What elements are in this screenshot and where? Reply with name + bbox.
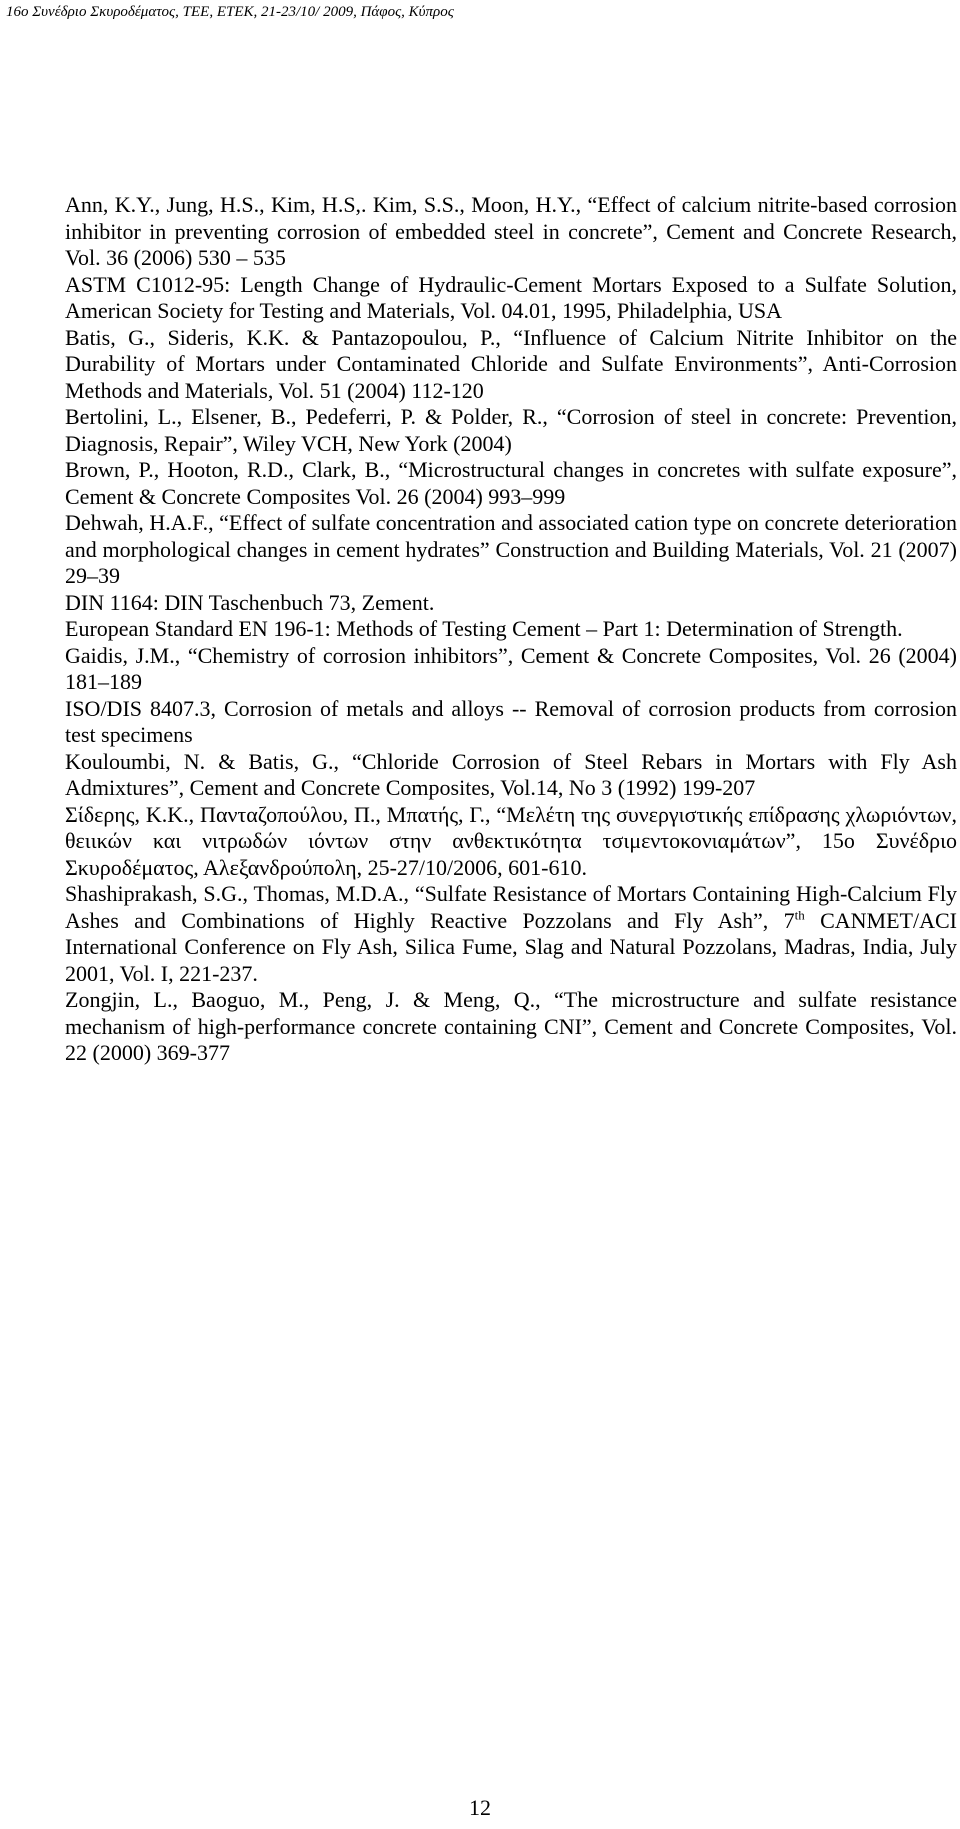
reference-shashiprakash-part1: Shashiprakash, S.G., Thomas, M.D.A., “Sulfate Resistance of Mortars Containing High-Calcium Fly Ashes and Combinations of Highly Reactive Pozzolans and Fly Ash”, 7: [65, 881, 957, 933]
reference-zongjin: Zongjin, L., Baoguo, M., Peng, J. & Meng, Q., “The microstructure and sulfate resistance mechanism of high-performance concrete containing CNI”, Cement and Concrete Composites, Vol. 22 (2000) 369-377: [65, 987, 957, 1065]
reference-ann: Ann, K.Y., Jung, H.S., Kim, H.S,. Kim, S.S., Moon, H.Y., “Effect of calcium nitrite-based corrosion inhibitor in preventing corrosion of embedded steel in concrete”, Cement and Concrete Research, Vol. 36 (2006) 530 – 535: [65, 192, 957, 270]
page-number: 12: [469, 1795, 491, 1820]
reference-en196: European Standard EN 196-1: Methods of Testing Cement – Part 1: Determination of Strength.: [65, 616, 903, 641]
reference-dehwah: Dehwah, H.A.F., “Effect of sulfate concentration and associated cation type on concrete deterioration and morphological changes in cement hydrates” Construction and Building Materials, Vol. 21 (2007) 29–39: [65, 510, 957, 588]
ordinal-superscript: th: [794, 907, 805, 923]
running-header: 16ο Συνέδριο Σκυροδέματος, ΤΕΕ, ΕΤΕΚ, 21-23/10/ 2009, Πάφος, Κύπρος: [6, 4, 454, 20]
reference-astm: ASTM C1012-95: Length Change of Hydraulic-Cement Mortars Exposed to a Sulfate Solution, American Society for Testing and Materials, Vol. 04.01, 1995, Philadelphia, USA: [65, 271, 957, 323]
reference-din: DIN 1164: DIN Taschenbuch 73, Zement.: [65, 589, 435, 615]
reference-list: [65, 192, 957, 1067]
reference-gaidis: Gaidis, J.M., “Chemistry of corrosion inhibitors”, Cement & Concrete Composites, Vol. 26 (2004) 181–189: [65, 642, 957, 694]
reference-bertolini: Bertolini, L., Elsener, B., Pedeferri, P. & Polder, R., “Corrosion of steel in concrete: Prevention, Diagnosis, Repair”, Wiley VCH, New York (2004): [65, 404, 957, 456]
reference-shashiprakash: [65, 881, 957, 987]
reference-shashiprakash-part2: CANMET/ACI International Conference on Fly Ash, Silica Fume, Slag and Natural Pozzolans, Madras, India, July 2001, Vol. I, 221-237.: [65, 907, 957, 986]
reference-kouloumbi: Kouloumbi, N. & Batis, G., “Chloride Corrosion of Steel Rebars in Mortars with Fly Ash Admixtures”, Cement and Concrete Composites, Vol.14, No 3 (1992) 199-207: [65, 748, 957, 800]
reference-iso: ISO/DIS 8407.3, Corrosion of metals and alloys -- Removal of corrosion products from corrosion test specimens: [65, 695, 957, 747]
reference-batis: Batis, G., Sideris, K.K. & Pantazopoulou, P., “Influence of Calcium Nitrite Inhibitor on the Durability of Mortars under Contaminated Chloride and Sulfate Environments”, Anti-Corrosion Methods and Materials, Vol. 51 (2004) 112-120: [65, 324, 957, 403]
reference-sideris: Σίδερης, Κ.Κ., Πανταζοπούλου, Π., Μπατής, Γ., “Μελέτη της συνεργιστικής επίδρασης χλωριόντων, θειικών και νιτρωδών ιόντων στην ανθεκτικότητα τσιμεντοκονιαμάτων”, 15ο Συνέδριο Σκυροδέματος, Αλεξανδρούπολη, 25-27/10/2006, 601-610.: [65, 801, 957, 880]
reference-brown: Brown, P., Hooton, R.D., Clark, B., “Microstructural changes in concretes with sulfate exposure”, Cement & Concrete Composites Vol. 26 (2004) 993–999: [65, 457, 957, 509]
